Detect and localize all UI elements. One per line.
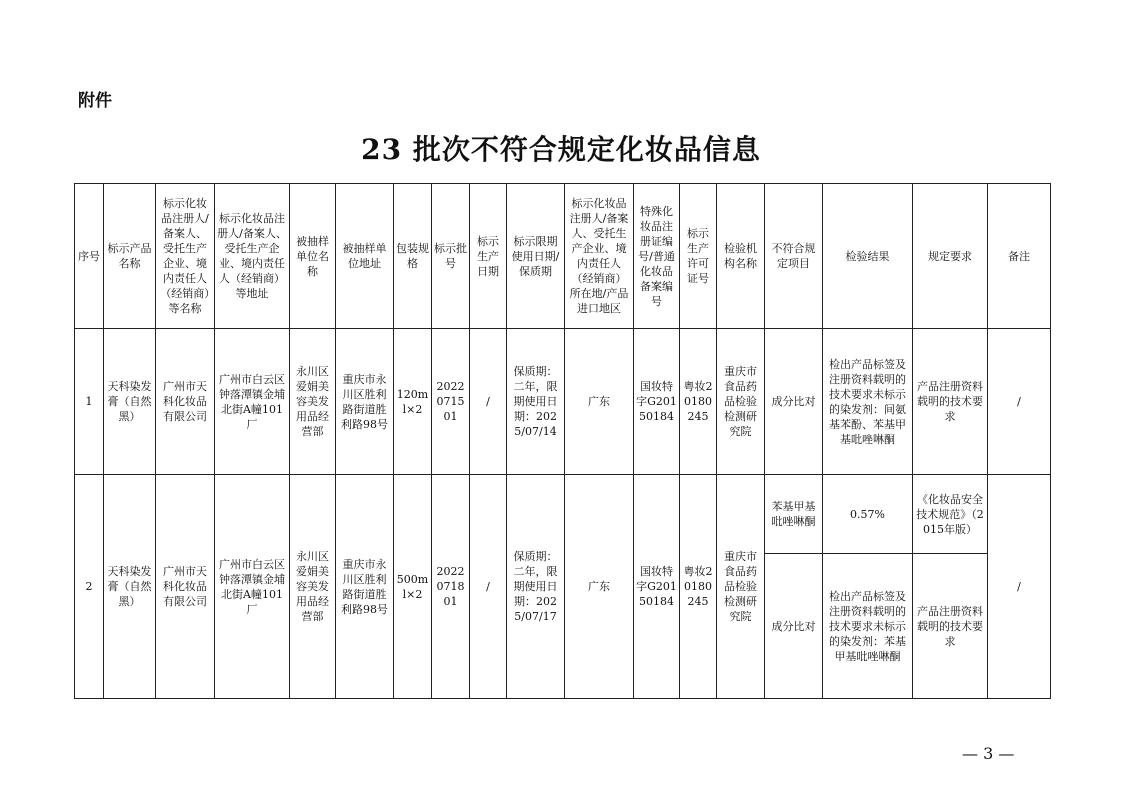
license-number: 粤妆20180245 (680, 329, 717, 475)
header-cell: 备注 (988, 184, 1051, 329)
attachment-label: 附件 (78, 91, 112, 111)
header-cell: 被抽样单位地址 (336, 184, 394, 329)
header-cell: 不符合规定项目 (765, 184, 823, 329)
requirement: 产品注册资料载明的技术要求 (913, 329, 988, 475)
header-cell: 包装规格 (394, 184, 432, 329)
header-cell: 标示限期使用日期/保质期 (507, 184, 565, 329)
batch-number: 2022071801 (432, 475, 470, 699)
cosmetics-table (74, 183, 1051, 699)
header-cell: 标示生产许可证号 (680, 184, 717, 329)
sampled-address: 重庆市永川区胜利路街道胜利路98号 (336, 475, 394, 699)
document-title: 23 批次不符合规定化妆品信息 (361, 133, 761, 166)
row-number: 1 (75, 329, 104, 475)
nonconforming-item: 成分比对 (765, 329, 823, 475)
expiry: 保质期：二年，限期使用日期：2025/07/14 (507, 329, 565, 475)
page-number: — 3 — (962, 744, 1015, 763)
registration-number: 国妆特字G20150184 (634, 329, 680, 475)
test-result: 检出产品标签及注册资料载明的技术要求未标示的染发剂：间氨基苯酚、苯基甲基吡唑啉酮 (823, 329, 913, 475)
lab-name: 重庆市食品药品检验检测研究院 (717, 329, 765, 475)
header-cell: 标示化妆品注册人/备案人、受托生产企业、境内责任人（经销商）等名称 (156, 184, 215, 329)
table-row (75, 475, 1051, 554)
header-cell: 标示化妆品注册人/备案人、受托生产企业、境内责任人（经销商）等地址 (215, 184, 290, 329)
table-row (75, 329, 1051, 475)
header-cell: 标示批号 (432, 184, 470, 329)
company-address: 广州市白云区钟落潭镇金埔北街A幢101厂 (215, 475, 290, 699)
production-date: / (470, 329, 507, 475)
product-name: 天科染发膏（自然黑） (104, 475, 156, 699)
header-cell: 检验结果 (823, 184, 913, 329)
company-address: 广州市白云区钟落潭镇金埔北街A幢101厂 (215, 329, 290, 475)
requirement: 《化妆品安全技术规范》（2015年版） (913, 475, 988, 554)
sampled-unit: 永川区爱娟美容美发用品经营部 (290, 475, 336, 699)
nonconforming-item: 成分比对 (765, 554, 823, 699)
company-name: 广州市天科化妆品有限公司 (156, 329, 215, 475)
lab-name: 重庆市食品药品检验检测研究院 (717, 475, 765, 699)
header-cell: 规定要求 (913, 184, 988, 329)
sampled-address: 重庆市永川区胜利路街道胜利路98号 (336, 329, 394, 475)
header-cell: 标示化妆品注册人/备案人、受托生产企业、境内责任人（经销商）所在地/产品进口地区 (565, 184, 634, 329)
header-cell: 被抽样单位名称 (290, 184, 336, 329)
header-cell: 标示产品名称 (104, 184, 156, 329)
production-date: / (470, 475, 507, 699)
header-cell: 检验机构名称 (717, 184, 765, 329)
test-result: 检出产品标签及注册资料载明的技术要求未标示的染发剂：苯基甲基吡唑啉酮 (823, 554, 913, 699)
expiry: 保质期：二年，限期使用日期：2025/07/17 (507, 475, 565, 699)
header-cell: 序号 (75, 184, 104, 329)
license-number: 粤妆20180245 (680, 475, 717, 699)
package-spec: 120ml×2 (394, 329, 432, 475)
sampled-unit: 永川区爱娟美容美发用品经营部 (290, 329, 336, 475)
header-cell: 标示生产日期 (470, 184, 507, 329)
test-result: 0.57% (823, 475, 913, 554)
registration-number: 国妆特字G20150184 (634, 475, 680, 699)
company-name: 广州市天科化妆品有限公司 (156, 475, 215, 699)
remark: / (988, 329, 1051, 475)
remark: / (988, 475, 1051, 699)
row-number: 2 (75, 475, 104, 699)
nonconforming-item: 苯基甲基吡唑啉酮 (765, 475, 823, 554)
region: 广东 (565, 475, 634, 699)
requirement: 产品注册资料载明的技术要求 (913, 554, 988, 699)
table-header-row (75, 184, 1051, 329)
package-spec: 500ml×2 (394, 475, 432, 699)
batch-number: 2022071501 (432, 329, 470, 475)
product-name: 天科染发膏（自然黑） (104, 329, 156, 475)
region: 广东 (565, 329, 634, 475)
header-cell: 特殊化妆品注册证编号/普通化妆品备案编号 (634, 184, 680, 329)
